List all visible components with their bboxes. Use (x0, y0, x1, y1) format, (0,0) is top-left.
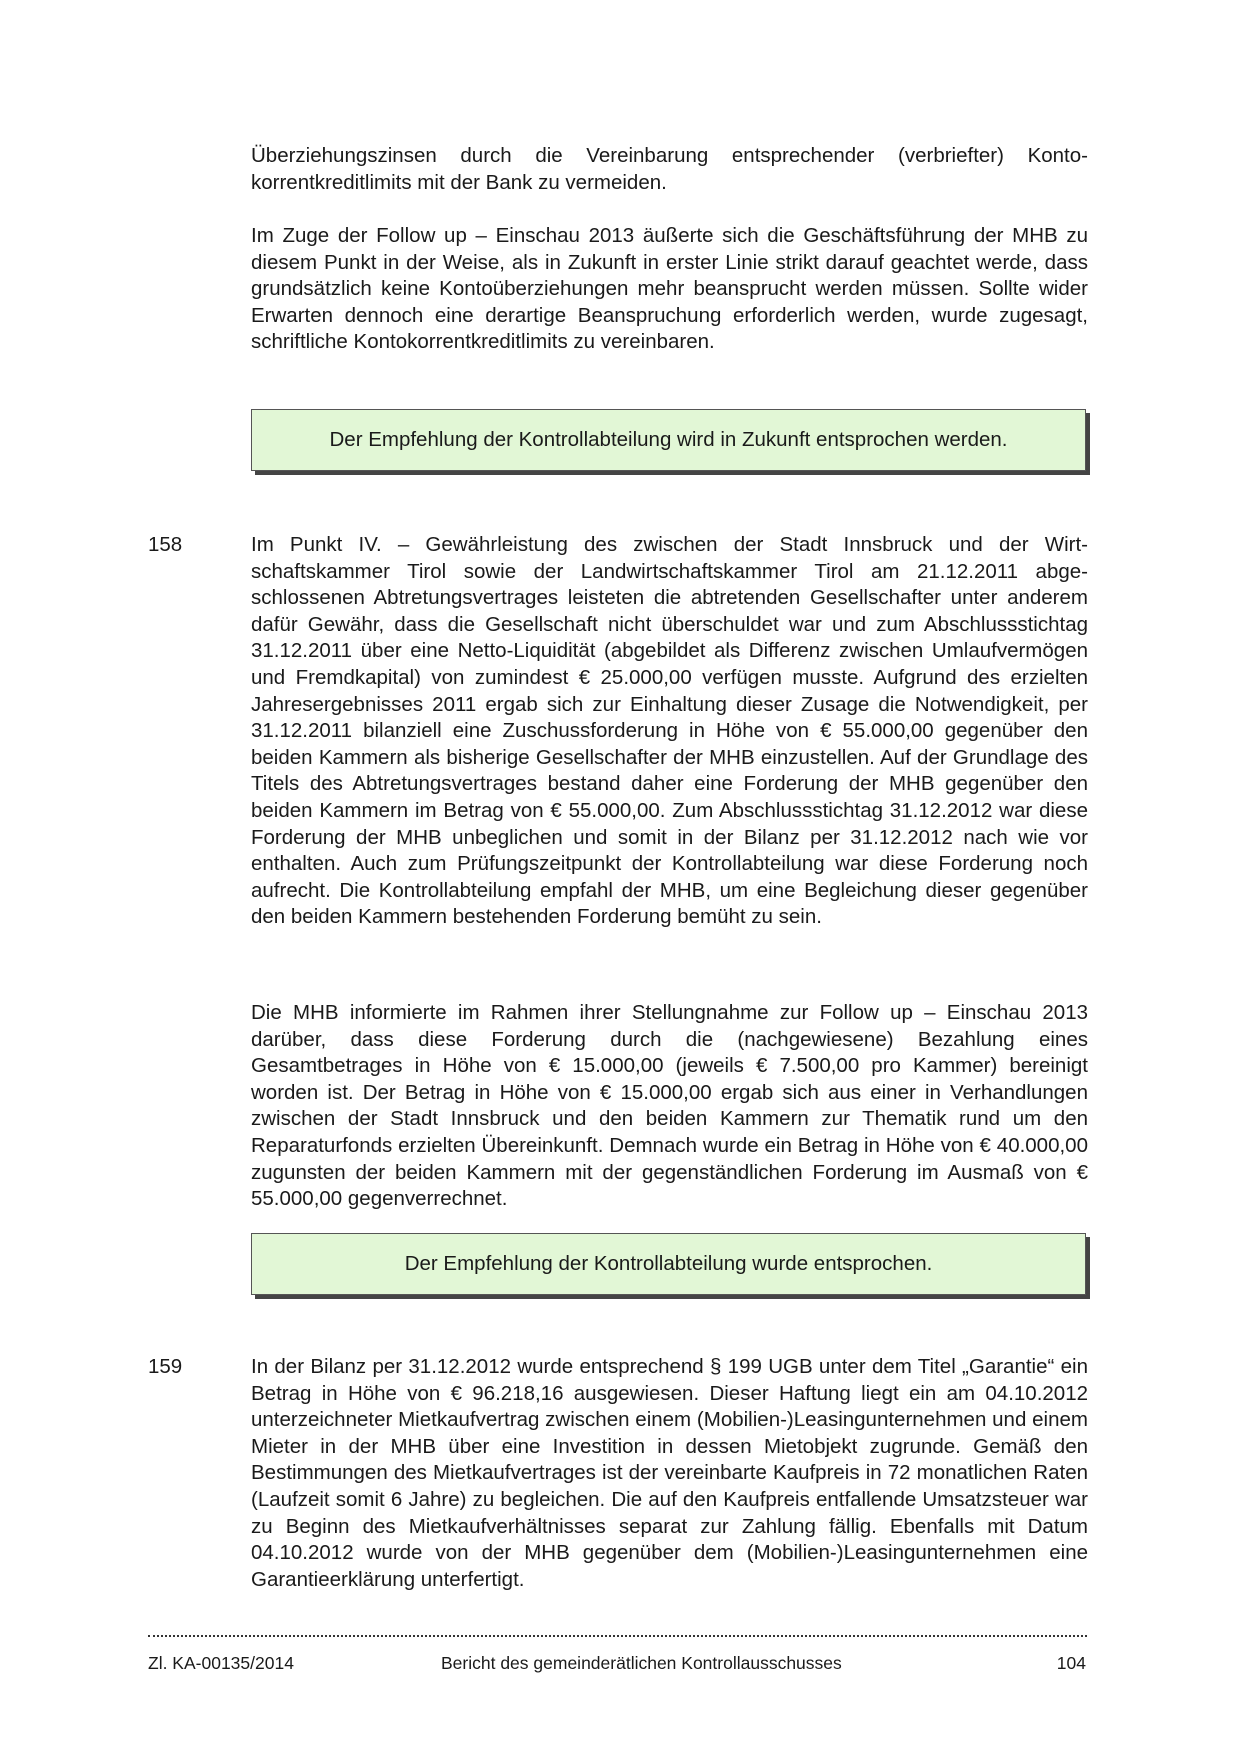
recommendation-box-1 (251, 409, 1086, 471)
footer-title: Bericht des gemeinderätlichen Kontrollausschusses (441, 1653, 842, 1673)
paragraph-number-158: 158 (148, 533, 183, 556)
recommendation-box-2 (251, 1233, 1086, 1295)
paragraph-follow-up-2013: Im Zuge der Follow up – Einschau 2013 äußerte sich die Geschäftsführung der MHB zu diesem Punkt in der Weise, als in Zukunft in erster Linie strikt darauf geachtet werde, dass grundsätzlich keine Kontoüberziehungen mehr beansprucht werden müssen. Sollte wider Erwarten dennoch eine derartige Beanspruchung erforderlich werden, wurde zugesagt, schriftliche Kontokorrentkreditlimits zu vereinbaren. (251, 224, 1088, 354)
paragraph-158: Im Punkt IV. – Gewährleistung des zwischen der Stadt Innsbruck und der Wirtschaftskammer Tirol sowie der Landwirtschaftskammer Tirol am 21.12.2011 abgeschlossenen Abtretungsvertrages leisteten die abtretenden Gesellschafter unter anderem dafür Gewähr, dass die Gesellschaft nicht überschuldet war und zum Abschlussstichtag 31.12.2011 über eine Netto-Liquidität (abgebildet als Differenz zwischen Umlaufvermögen und Fremdkapital) von zumindest € 25.000,00 verfügen musste. Aufgrund des erzielten Jahresergebnisses 2011 ergab sich zur Einhaltung dieser Zusage die Notwendigkeit, per 31.12.2011 bilanziell eine Zuschussforderung in Höhe von € 55.000,00 gegenüber den beiden Kammern als bisherige Gesellschafter der MHB einzustellen. Auf der Grundlage des Titels des Abtretungsvertrages bestand daher eine Forderung der MHB gegenüber den beiden Kammern im Betrag von € 55.000,00. Zum Abschlussstichtag 31.12.2012 war diese Forderung der MHB unbeglichen und somit in der Bilanz per 31.12.2012 nach wie vor enthalten. Auch zum Prüfungszeitpunkt der Kontrollabteilung war diese Forderung noch aufrecht. Die Kontrollabteilung empfahl der MHB, um eine Begleichung dieser gegenüber den beiden Kammern bestehenden Forderung bemüht zu sein. (251, 533, 1088, 929)
footer-reference: Zl. KA-00135/2014 (148, 1653, 294, 1673)
paragraph-intro-tail: Überziehungszinsen durch die Vereinbarung entsprechender (verbriefter) Kontokorrentkreditlimits mit der Bank zu vermeiden. (251, 144, 1088, 194)
recommendation-box-2-text: Der Empfehlung der Kontrollabteilung wurde entsprochen. (404, 1252, 933, 1275)
footer-divider (148, 1635, 1087, 1637)
paragraph-159: In der Bilanz per 31.12.2012 wurde entsprechend § 199 UGB unter dem Titel „Garantie“ ein Betrag in Höhe von € 96.218,16 ausgewiesen. Dieser Haftung liegt ein am 04.10.2012 unterzeichneter Mietkaufvertrag zwischen einem (Mobilien-)Leasingunternehmen und einem Mieter in der MHB über eine Investition in dessen Mietobjekt zugrunde. Gemäß den Bestimmungen des Mietkaufvertrages ist der vereinbarte Kaufpreis in 72 monatlichen Raten (Laufzeit somit 6 Jahre) zu begleichen. Die auf den Kaufpreis entfallende Umsatzsteuer war zu Beginn des Mietkaufverhältnisses separat zur Zahlung fällig. Ebenfalls mit Datum 04.10.2012 wurde von der MHB gegenüber dem (Mobilien-)Leasingunternehmen eine Garantieerklärung unterfertigt. (251, 1355, 1088, 1591)
recommendation-box-1-text: Der Empfehlung der Kontrollabteilung wird in Zukunft entsprochen werden. (329, 428, 1008, 451)
paragraph-158-followup: Die MHB informierte im Rahmen ihrer Stellungnahme zur Follow up – Einschau 2013 darüber, dass diese Forderung durch die (nachgewiesene) Bezahlung eines Gesamtbetrages in Höhe von € 15.000,00 (jeweils € 7.500,00 pro Kammer) bereinigt worden ist. Der Betrag in Höhe von € 15.000,00 ergab sich aus einer in Verhandlungen zwischen der Stadt Innsbruck und den beiden Kammern zur Thematik rund um den Reparaturfonds erzielten Übereinkunft. Demnach wurde ein Betrag in Höhe von € 40.000,00 zugunsten der beiden Kammern mit der gegenständlichen Forderung im Ausmaß von € 55.000,00 gegenverrechnet. (251, 1001, 1088, 1211)
paragraph-number-159: 159 (148, 1355, 183, 1378)
footer-page-number: 104 (1056, 1653, 1086, 1673)
